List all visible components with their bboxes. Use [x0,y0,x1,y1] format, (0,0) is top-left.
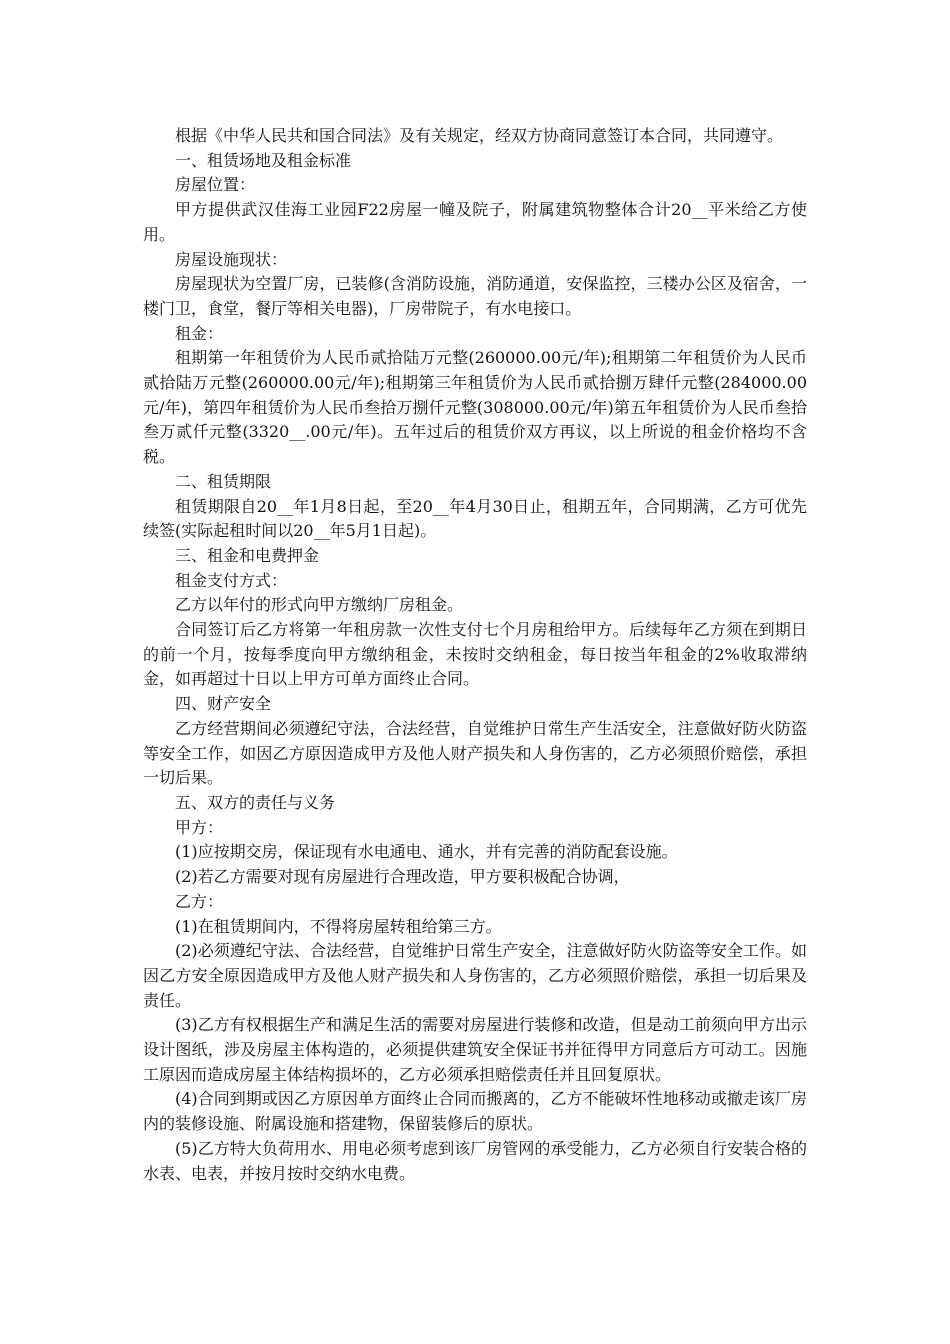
paragraph-rent: 租期第一年租赁价为人民币贰拾陆万元整(260000.00元/年);租期第二年租赁价为人民币贰拾陆万元整(260000.00元/年);租期第三年租赁价为人民币贰拾捌万肆仟元整(284000.00元/年)，第四年租赁价为人民币叁拾万捌仟元整(308000.00元/年)第五年租赁价为人民币叁拾叁万贰仟元整(3320__.00元/年)。五年过后的租赁价双方再议，以上所说的租金价格均不含税。 [143,348,807,467]
subheading-party-b: 乙方： [175,891,224,911]
subheading-facilities: 房屋设施现状： [175,249,288,269]
paragraph-payment-method: 乙方以年付的形式向甲方缴纳厂房租金。 [175,595,464,615]
paragraph-payment-schedule: 合同签订后乙方将第一年租房款一次性支付七个月房租给甲方。后续每年乙方须在到期日的前一个月，按每季度向甲方缴纳租金，未按时交纳租金，每日按当年租金的2%收取滞纳金，如再超过十日以上甲方可单方面终止合同。 [143,620,807,689]
list-item-party-b-2: (2)必须遵纪守法、合法经营，自觉维护日常生产安全，注意做好防火防盗等安全工作。如因乙方安全原因造成甲方及他人财产损失和人身伤害的，乙方必须照价赔偿，承担一切后果及责任。 [143,941,807,1010]
section-heading-1: 一、租赁场地及租金标准 [175,150,352,170]
paragraph-facilities: 房屋现状为空置厂房，已装修(含消防设施，消防通道，安保监控，三楼办公区及宿舍，一楼门卫，食堂，餐厅等相关电器)，厂房带院子，有水电接口。 [143,274,807,318]
subheading-location: 房屋位置： [175,175,256,195]
paragraph-location: 甲方提供武汉佳海工业园F22房屋一幢及院子，附属建筑物整体合计20__平米给乙方使用。 [143,200,807,244]
list-item-party-b-5: (5)乙方特大负荷用水、用电必须考虑到该厂房管网的承受能力，乙方必须自行安装合格的水表、电表，并按月按时交纳水电费。 [143,1138,807,1183]
list-item-party-a-2: (2)若乙方需要对现有房屋进行合理改造，甲方要积极配合协调， [175,867,630,887]
subheading-payment: 租金支付方式： [175,570,288,590]
section-heading-4: 四、财产安全 [175,694,272,714]
section-heading-5: 五、双方的责任与义务 [175,792,336,812]
section-heading-2: 二、租赁期限 [175,471,272,491]
list-item-party-b-1: (1)在租赁期间内，不得将房屋转租给第三方。 [175,916,502,936]
document-body [143,124,807,1186]
paragraph-preamble: 根据《中华人民共和国合同法》及有关规定，经双方协商同意签订本合同，共同遵守。 [175,126,784,145]
paragraph-safety: 乙方经营期间必须遵纪守法，合法经营，自觉维护日常生产生活安全，注意做好防火防盗等安全工作，如因乙方原因造成甲方及他人财产损失和人身伤害的，乙方必须照价赔偿，承担一切后果。 [143,718,807,788]
subheading-party-a: 甲方： [175,817,224,837]
section-heading-3: 三、租金和电费押金 [175,545,320,565]
subheading-rent: 租金： [175,323,224,343]
paragraph-term: 租赁期限自20__年1月8日起，至20__年4月30日止，租期五年，合同期满，乙方可优先续签(实际起租时间以20__年5月1日起)。 [143,496,807,541]
list-item-party-a-1: (1)应按期交房，保证现有水电通电、通水，并有完善的消防配套设施。 [175,842,678,862]
list-item-party-b-4: (4)合同到期或因乙方原因单方面终止合同而搬离的，乙方不能破坏性地移动或撤走该厂房内的装修设施、附属设施和搭建物，保留装修后的原状。 [143,1089,807,1134]
list-item-party-b-3: (3)乙方有权根据生产和满足生活的需要对房屋进行装修和改造，但是动工前须向甲方出示设计图纸，涉及房屋主体构造的，必须提供建筑安全保证书并征得甲方同意后方可动工。因施工原因而造成房屋主体结构损坏的，乙方必须承担赔偿责任并且回复原状。 [143,1015,807,1084]
